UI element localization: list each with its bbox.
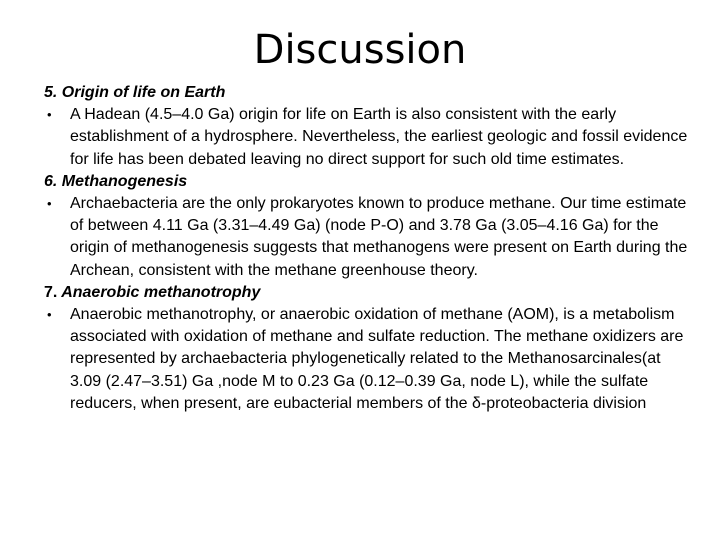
section-heading bbox=[44, 282, 694, 304]
section-number: 5. bbox=[44, 84, 58, 101]
bullet-text: Archaebacteria are the only prokaryotes known to produce methane. Our time estimate of between 4.11 Ga (3.31–4.49 Ga) (node P-O) and 3.78 Ga (3.05–4.16 Ga) for the origin of methanogenesis suggests that methanogens were present on Earth during the Archean, consistent with the methane greenhouse theory. bbox=[70, 195, 688, 279]
section-origin-of-life bbox=[44, 82, 694, 171]
section-anaerobic-methanotrophy bbox=[44, 282, 694, 415]
bullet-icon: • bbox=[47, 107, 52, 123]
bullet-text: A Hadean (4.5–4.0 Ga) origin for life on Earth is also consistent with the early establishment of a hydrosphere. Nevertheless, the earliest geologic and fossil evidence for life has been debated leaving no direct support for such old time estimates. bbox=[70, 106, 688, 168]
bullet-icon: • bbox=[47, 196, 52, 212]
bullet-item bbox=[44, 104, 694, 171]
section-methanogenesis bbox=[44, 171, 694, 282]
section-number: 6. bbox=[44, 172, 58, 190]
bullet-item bbox=[44, 304, 694, 415]
bullet-item bbox=[44, 193, 694, 282]
section-number: 7. bbox=[44, 283, 58, 301]
bullet-icon: • bbox=[47, 307, 52, 323]
bullet-text: Anaerobic methanotrophy, or anaerobic oxidation of methane (AOM), is a metabolism associated with oxidation of methane and sulfate reduction. The methane oxidizers are represented by archaebacteria phylogenetically related to the Methanosarcinales(at 3.09 (2.47–3.51) Ga ,node M to 0.23 Ga (0.12–0.39 Ga, node L), while the sulfate reducers, when present, are eubacterial members of the δ-proteobacteria division bbox=[70, 306, 684, 412]
section-heading bbox=[44, 171, 694, 193]
slide-body bbox=[44, 82, 694, 415]
section-heading-text: Methanogenesis bbox=[61, 172, 188, 190]
section-heading bbox=[44, 82, 694, 104]
section-heading-text: Origin of life on Earth bbox=[61, 84, 226, 101]
slide-title: Discussion bbox=[253, 27, 467, 73]
section-heading-text: Anaerobic methanotrophy bbox=[61, 283, 261, 301]
